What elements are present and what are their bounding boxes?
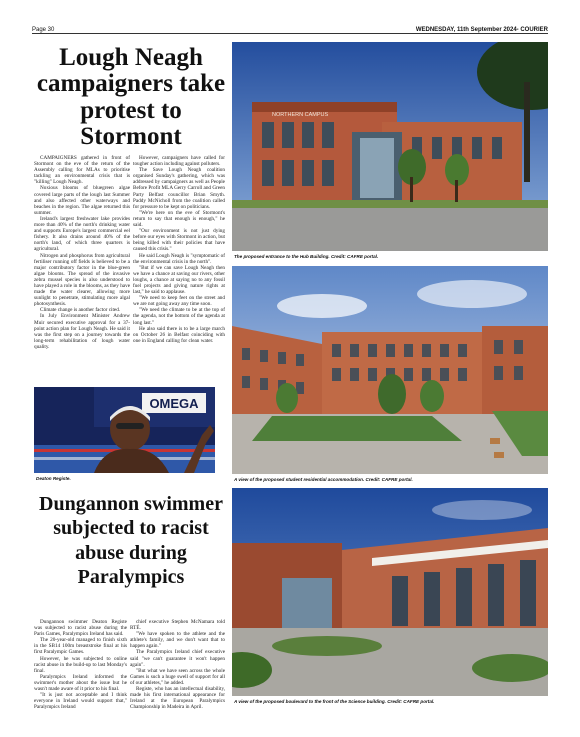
paragraph: Paralympics Ireland informed the swimmer's mother about the issue but he wasn't made aware of it prior to his final. bbox=[34, 673, 127, 693]
paragraph: Nitrogen and phosphorus from agricultural fertiliser running off fields is believed to be a major contributory factor in the blue-green algae blooms. The spread of the invasive zebra mussel species is also understood to have played a role in the blooms, as they have made the water clearer, allowing more sunlight to penetrate, stimulating more algal photosynthesis. bbox=[34, 252, 130, 308]
page-header bbox=[32, 21, 548, 33]
residential-render bbox=[232, 266, 548, 474]
paragraph: The 20-year-old managed to finish sixth in the SB14 100m breaststroke final at his first Paralympic Games. bbox=[34, 637, 127, 656]
render-caption-3: A view of the proposed boulevard to the front of the Science building. Credit: CAFRE portal. bbox=[234, 699, 435, 704]
campus-sign: NORTHERN CAMPUS bbox=[272, 112, 329, 118]
paragraph: "We have spoken to the athlete and the athlete's family, and we don't want that to happen again." bbox=[130, 631, 225, 650]
paragraph: "But what we have seen across the whole Games is such a huge swell of support for all of our athletes," he added. bbox=[130, 667, 225, 686]
swimmer-caption: Deaton Registe. bbox=[36, 476, 71, 481]
science-boulevard-render bbox=[232, 488, 548, 696]
paragraph: Climate change is another factor cited. bbox=[40, 307, 121, 314]
story1-column-2 bbox=[133, 155, 225, 344]
paragraph: Noxious blooms of bluegreen algae covered large parts of the lough last Summer and also affected other waterways and beaches in the region. The algae returned this summer. bbox=[34, 185, 130, 216]
paragraph: He said Lough Neagh is "symptomatic of the environmental crisis in the north". bbox=[133, 252, 225, 265]
paragraph: Registe, who has an intellectual disability, made his first international appearance for Ireland at the European Paralympics Championship in Madeira in April. bbox=[130, 686, 225, 711]
story2-headline: Dungannon swimmer subjected to racist abuse during Paralympics bbox=[39, 493, 223, 589]
swimmer-photo bbox=[34, 387, 215, 473]
header-rule bbox=[32, 33, 548, 34]
paragraph: "We're here on the eve of Stormont's return to say that enough is enough," he said. bbox=[133, 209, 225, 229]
paragraph: "We need to keep feet on the street and we are not going away any time soon. bbox=[133, 295, 225, 308]
story1-headline: Lough Neagh campaigners take protest to Stormont bbox=[36, 44, 226, 150]
story2-column-2 bbox=[130, 619, 225, 710]
paragraph: "We need the climate to be at the top of the agenda, not the bottom of the agenda at long last." bbox=[133, 307, 225, 326]
dateline: WEDNESDAY, 11th September 2024- COURIER bbox=[415, 27, 548, 33]
paragraph: "But if we can save Lough Neagh then we have a chance at saving our rivers, other loughs, a chance at saying no to any fossil fuel projects and giving nature rights at last," he said to applause. bbox=[133, 264, 225, 296]
paragraph: He also said there is to be a large march on October 26 in Belfast coinciding with one in England calling for clean water. bbox=[133, 325, 225, 344]
paragraph: CAMPAIGNERS gathered in front of Stormont on the eve of the return of the Assembly calling for MLAs to prioritise tackling an environmental crisis that is "killing" Lough Neagh. bbox=[34, 155, 130, 186]
story2-column-1 bbox=[34, 619, 127, 710]
page-number: Page 30 bbox=[32, 27, 55, 33]
paragraph: The Save Lough Neagh coalition organised Sunday's gathering, which was addressed by campaigners as well as People Before Profit MLA Gerry Carroll and Green Party Belfast councillor Brian Smyth. Paddy McNicholl from the coalition called for pressure to be kept on politicians. bbox=[133, 167, 225, 210]
render-caption-2: A view of the proposed student residential accommodation. Credit: CAFRE portal. bbox=[234, 477, 413, 482]
swimmer-illustration bbox=[34, 387, 215, 473]
story1-column-1 bbox=[34, 155, 130, 350]
render-caption-1: The proposed entrance to the Hub Building. Credit: CAFRE portal. bbox=[234, 254, 379, 259]
paragraph: Ireland's largest freshwater lake provides more than 40% of the north's drinking water and supports Europe's largest commercial eel fishery. It also drains around 40% of the north's land, of which three quarters is agricultural. bbox=[34, 215, 130, 253]
paragraph: However, he was subjected to online racist abuse in the build-up to last Monday's final. bbox=[34, 655, 127, 674]
hub-building-render bbox=[232, 42, 548, 251]
paragraph: In July Environment Minister Andrew Muir secured executive approval for a 37-point action plan for Lough Neagh. He said it was the first step on a journey towards the long-term rehabilitation of lough water quality. bbox=[34, 313, 130, 350]
paragraph: "Our environment is not just dying before our eyes with Stormont in action, but being killed with their policies that have caused this crisis." bbox=[133, 228, 225, 253]
omega-sign: OMEGA bbox=[149, 396, 199, 411]
paragraph: Dungannon swimmer Deaton Registe was subjected to racist abuse during the Paris Games, Paralympics Ireland has said. bbox=[34, 619, 127, 638]
paragraph: "It is just not acceptable and I think everyone in Ireland would support that," Paralympics Ireland bbox=[34, 692, 127, 711]
paragraph: The Paralympics Ireland chief executive said "we can't guarantee it won't happen again". bbox=[130, 649, 225, 668]
paragraph: chief executive Stephen McNamara told RTÉ. bbox=[130, 619, 225, 632]
paragraph: However, campaigners have called for tougher action including against polluters. bbox=[133, 155, 225, 168]
